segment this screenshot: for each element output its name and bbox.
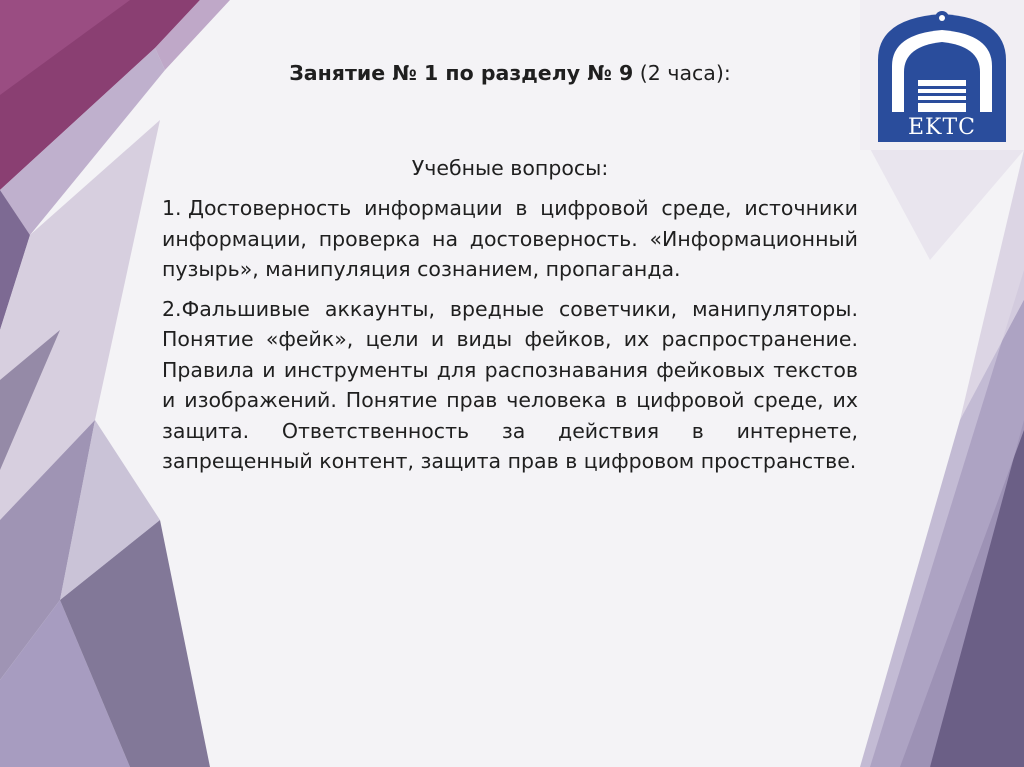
question-text-1: Достоверность информации в цифровой среде, источники информации, проверка на достоверность. «Информационный пузырь», манипуляция сознанием, пропаганда.: [162, 196, 858, 281]
question-number-1: 1.: [162, 196, 182, 220]
questions-list: [162, 193, 858, 486]
question-item-2: [162, 294, 858, 477]
logo-text: EKTC: [907, 115, 977, 140]
slide-title-bold: Занятие № 1 по разделу № 9: [289, 61, 634, 85]
question-number-2: 2.: [162, 296, 182, 321]
slide-subtitle: Учебные вопросы:: [411, 156, 609, 180]
slide-title: [160, 58, 860, 88]
question-text-2: Фальшивые аккаунты, вредные советчики, манипуляторы. Понятие «фейк», цели и виды фейков, их распространение. Правила и инструменты для распознавания фейковых текстов и изображений. Понятие прав человека в цифровой среде, их защита. Ответственность за действия в интернете, запрещенный контент, защита прав в цифровом пространстве.: [162, 296, 858, 473]
college-logo: [860, 0, 1024, 150]
question-item-1: [162, 193, 858, 285]
slide-title-rest: (2 часа):: [633, 61, 731, 85]
